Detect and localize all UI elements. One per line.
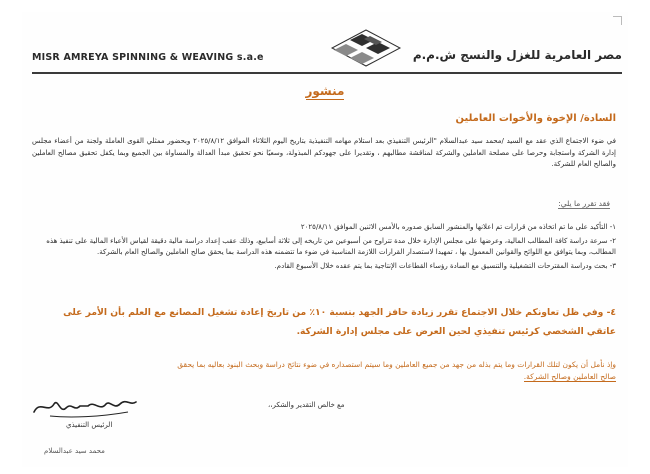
document-title (0, 84, 650, 100)
document-title-text: منشور (305, 84, 345, 98)
company-name-arabic: مصر العامرية للغزل والنسج ش.م.م (412, 48, 622, 62)
company-name-english: MISR AMREYA SPINNING & WEAVING s.a.e (32, 52, 264, 63)
closing-note-line-2: صالح العاملين وصالح الشركة. (523, 372, 616, 381)
corner-mark (613, 16, 622, 25)
signer-title: الرئيس التنفيذي (66, 421, 113, 429)
company-logo-icon (316, 28, 416, 68)
intro-paragraph: في ضوء الاجتماع الذي عقد مع السيد /محمد سيد عبدالسلام "الرئيس التنفيذي بعد استلام مهامه التنفيذية بتاريخ اليوم الثلاثاء الموافق ٢٠٢٥/٨/١٢ وبحضور ممثلي القوى العاملة ولجنة من أعضاء مجلس إدارة الشركة واستجابة وحرصا على مصلحة العاملين والشركة لمناقشة مطالبهم ، وتقديرا على جهودكم المبذولة، وسعيًا نحو تحقيق مبدأ العدالة والمساواة بين الجميع وبما يكفل تحقيق مصالح العاملين والصالح العام للشركة. (32, 137, 616, 168)
letterhead (32, 26, 622, 74)
closing-regards: مع خالص التقدير والشكر،، (268, 401, 345, 409)
decision-item-1: ١- التأكيد على ما تم اتخاذه من قرارات تم اعلانها والمنشور السابق صدوره بالأمس الاثنين الموافق ٢٠٢٥/٨/١١ (300, 223, 616, 231)
decision-list (36, 222, 616, 272)
decision-item-4-highlight: ٤- وفي ظل تعاونكم خلال الاجتماع تقرر زيادة حافز الجهد بنسبة ١٠٪ من تاريخ إعادة تشغيل المصانع مع العلم بأن الأمر على عاتقي الشخصي كرئيس تنفيذي لحين العرض على مجلس إدارة الشركة. (63, 307, 616, 337)
closing-note (32, 359, 616, 383)
closing-note-line-1: وإذ نأمل أن يكون لتلك القرارات وما يتم بذله من جهد من جميع العاملين وما سيتم استصداره في ضوء نتائج دراسة وبحث البنود بعاليه بما يحقق (177, 360, 616, 369)
handwritten-signature-icon (30, 392, 140, 422)
greeting: السادة/ الإخوة والأخوات العاملين (455, 113, 616, 124)
decision-item-2: ٢- سرعة دراسة كافة المطالب المالية، وعرضها على مجلس الإدارة خلال مدة تتراوح من أسبوعين من تاريخه إلى ثلاثة أسابيع، وذلك عقب إعداد دراسة مالية دقيقة لقياس الأعباء المالية على تنفيذ هذه المطالب، وبما يتوافق مع اللوائح والقوانين المعمول بها ، تمهيدا لاستصدار القرارات اللازمة المناسبة في ضوء ما تتضمنه هذه الدراسة بما يحقق صالح العاملين والصالح العام بالشركة. (46, 236, 616, 256)
signer-name: محمد سيد عبدالسلام (44, 447, 105, 455)
decision-item-3: ٣- بحث ودراسة المقترحات التشغيلية والتنسيق مع السادة رؤساء القطاعات الإنتاجية بما يتم عقده خلال الأسبوع القادم. (274, 261, 616, 270)
document-page (22, 12, 628, 467)
decision-heading: فقد تقرر ما يلي: (558, 199, 610, 208)
